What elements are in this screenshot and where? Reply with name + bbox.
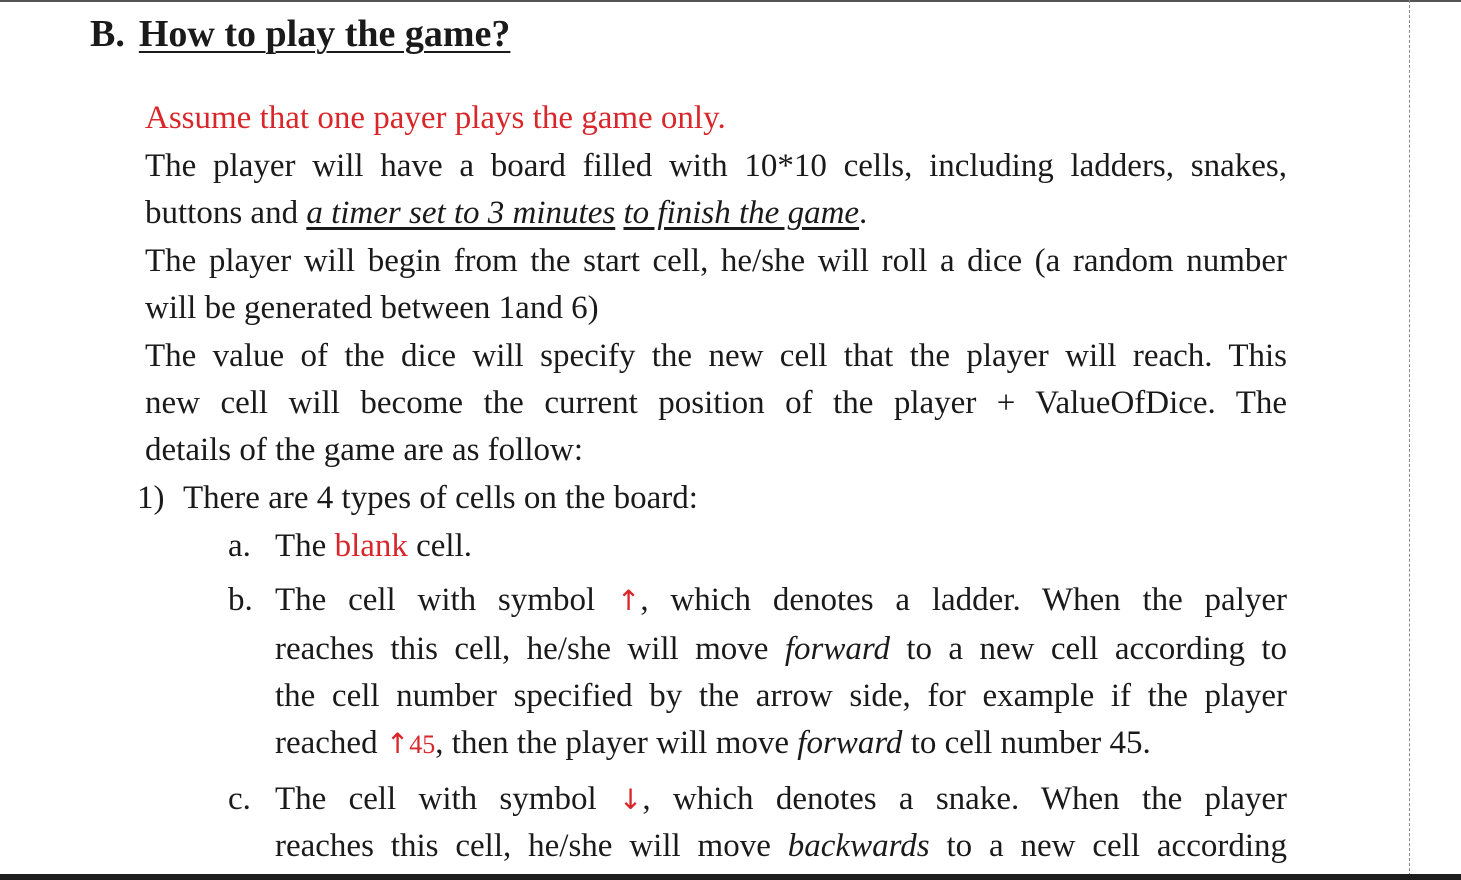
start-description-line-1 (145, 241, 1287, 281)
assumption-line: Assume that one payer plays the game only. (145, 100, 726, 136)
section-heading (90, 12, 510, 56)
value-description-line-2 (145, 383, 1287, 423)
sub-b-text-1b: , which denotes a ladder. When the palyer (640, 582, 1287, 618)
page-margin-guide (1409, 0, 1410, 876)
bottom-rule (0, 874, 1461, 880)
ladder-example (386, 725, 435, 761)
blank-highlight: blank (334, 528, 408, 564)
timer-phrase: a timer set to 3 minutes (306, 195, 616, 231)
sub-c-text-2b: to a new cell according (946, 828, 1287, 864)
sub-b-text-3: the cell number specified by the arrow side, for example if the player (275, 678, 1287, 714)
sub-item-b-marker: b. (228, 582, 253, 618)
ladder-example-number: 45 (409, 730, 436, 759)
board-description-line-2 (145, 193, 1287, 233)
start-text-1: The player will begin from the start cell, he/she will roll a dice (a random number (145, 243, 1287, 279)
sub-a-post: cell. (416, 528, 473, 564)
sub-b-text-4c: to cell number 45. (910, 725, 1151, 761)
list-item-1 (137, 478, 698, 518)
sub-c-text-1b: , which denotes a snake. When the player (642, 781, 1287, 817)
board-text-2: buttons and (145, 195, 299, 231)
sub-c-text-1: The cell with symbol (275, 781, 597, 817)
down-arrow-icon: ↓ (618, 783, 643, 816)
sub-b-text-2b: to a new cell according to (906, 631, 1287, 667)
section-letter: B. (90, 13, 125, 55)
list-marker-1: 1) (137, 480, 165, 516)
sub-item-c-line-2 (275, 826, 1287, 866)
value-description-line-1 (145, 336, 1287, 376)
sub-b-text-4: reached (275, 725, 378, 761)
list-item-1-text: There are 4 types of cells on the board: (183, 480, 698, 516)
sub-c-text-2: reaches this cell, he/she will move (275, 828, 771, 864)
sub-b-text-4b: , then the player will move (435, 725, 790, 761)
sub-marker-a: a. (228, 528, 251, 564)
sub-b-text-2: reaches this cell, he/she will move (275, 631, 769, 667)
sub-item-a (228, 526, 472, 566)
start-description-line-2: will be generated between 1and 6) (145, 290, 599, 326)
sub-a-pre: The (275, 528, 327, 564)
value-text-1: The value of the dice will specify the new cell that the player will reach. This (145, 338, 1287, 374)
value-text-2: new cell will become the current position of the player + ValueOfDice. The (145, 385, 1287, 421)
top-rule (0, 0, 1461, 2)
board-description-line-1 (145, 146, 1287, 186)
sub-item-b-line-1 (275, 580, 1287, 620)
board-text-1: The player will have a board filled with 10*10 cells, including ladders, snakes, (145, 148, 1287, 184)
sub-item-c-line-1 (275, 779, 1287, 819)
up-arrow-small-icon: ↑ (385, 727, 410, 760)
up-arrow-icon: ↑ (616, 584, 641, 617)
board-end-period: . (859, 195, 868, 231)
sub-item-c-marker: c. (228, 781, 251, 817)
value-description-line-3: details of the game are as follow: (145, 432, 584, 468)
sub-b-text-1: The cell with symbol (275, 582, 596, 618)
sub-item-b-line-2 (275, 629, 1287, 669)
backwards-emphasis: backwards (787, 828, 930, 864)
forward-emphasis-2: forward (797, 725, 903, 761)
sub-item-b-line-3 (275, 676, 1287, 716)
finish-phrase: to finish the game (623, 195, 860, 231)
sub-item-b-line-4 (275, 723, 1287, 765)
forward-emphasis: forward (784, 631, 890, 667)
section-title: How to play the game? (138, 13, 511, 55)
